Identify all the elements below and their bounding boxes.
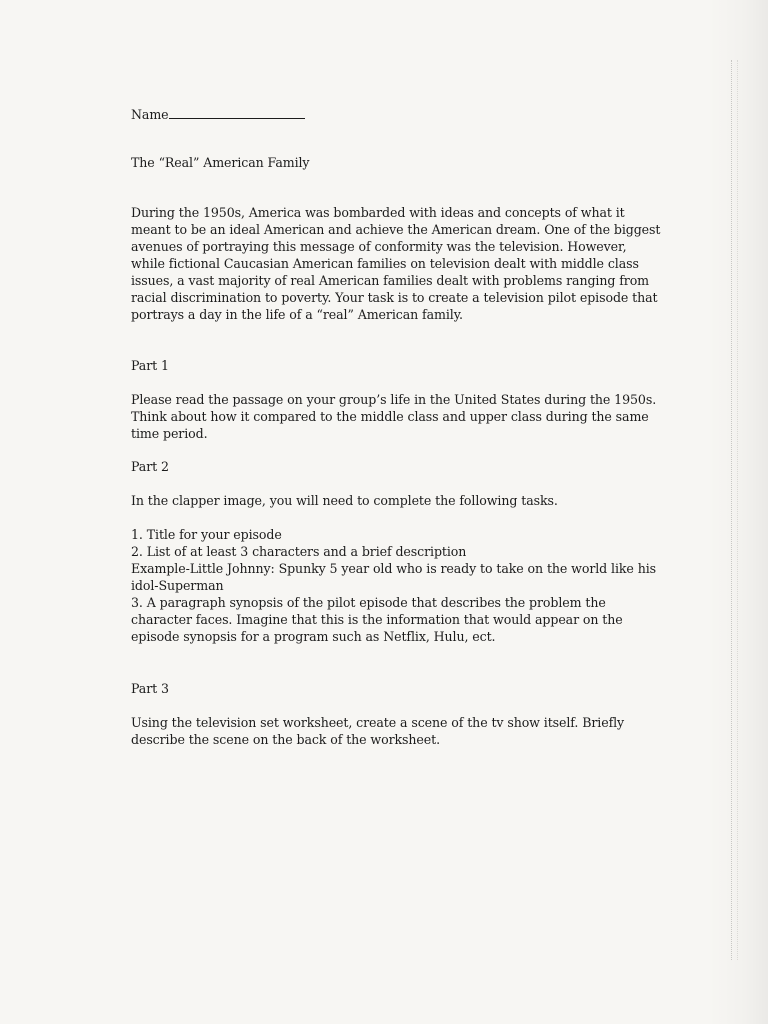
part2-task-line: 2. List of at least 3 characters and a brief description <box>131 544 467 559</box>
scan-artifact-line <box>736 60 738 960</box>
scan-artifact-line <box>730 60 732 960</box>
part1-line: time period. <box>131 426 208 441</box>
part1-heading: Part 1 <box>131 358 169 373</box>
part1-line: Please read the passage on your group’s life in the United States during the 1950s. <box>131 392 657 407</box>
intro-line: meant to be an ideal American and achieve the American dream. One of the biggest <box>131 222 661 237</box>
part2-task-line: character faces. Imagine that this is the information that would appear on the <box>131 612 623 627</box>
worksheet-title: The “Real” American Family <box>131 155 310 170</box>
part3-paragraph <box>131 714 651 748</box>
intro-line: racial discrimination to poverty. Your task is to create a television pilot episode that <box>131 290 658 305</box>
part2-task-line: episode synopsis for a program such as Netflix, Hulu, ect. <box>131 629 496 644</box>
intro-line: avenues of portraying this message of conformity was the television. However, <box>131 239 627 254</box>
part2-task-line: 1. Title for your episode <box>131 527 282 542</box>
part2-task-line: idol-Superman <box>131 578 224 593</box>
intro-paragraph <box>131 204 661 323</box>
part1-paragraph <box>131 391 657 442</box>
name-label: Name <box>131 107 169 122</box>
part3-heading: Part 3 <box>131 681 169 696</box>
part2-task-line: Example-Little Johnny: Spunky 5 year old who is ready to take on the world like his <box>131 561 656 576</box>
part3-line: Using the television set worksheet, create a scene of the tv show itself. Briefly <box>131 715 625 730</box>
part2-heading: Part 2 <box>131 459 169 474</box>
intro-line: issues, a vast majority of real American families dealt with problems ranging from <box>131 273 650 288</box>
worksheet-content <box>131 106 661 748</box>
part2-task-list <box>131 526 656 645</box>
part2-task-line: 3. A paragraph synopsis of the pilot episode that describes the problem the <box>131 595 606 610</box>
part2-intro: In the clapper image, you will need to complete the following tasks. <box>131 493 558 508</box>
intro-line: portrays a day in the life of a “real” American family. <box>131 307 463 322</box>
part3-line: describe the scene on the back of the worksheet. <box>131 732 440 747</box>
scan-shadow-edge <box>708 0 768 1024</box>
name-blank-line <box>169 106 305 119</box>
part1-line: Think about how it compared to the middle class and upper class during the same <box>131 409 649 424</box>
intro-line: During the 1950s, America was bombarded with ideas and concepts of what it <box>131 205 625 220</box>
intro-line: while fictional Caucasian American families on television dealt with middle class <box>131 256 639 271</box>
name-row <box>131 106 651 123</box>
